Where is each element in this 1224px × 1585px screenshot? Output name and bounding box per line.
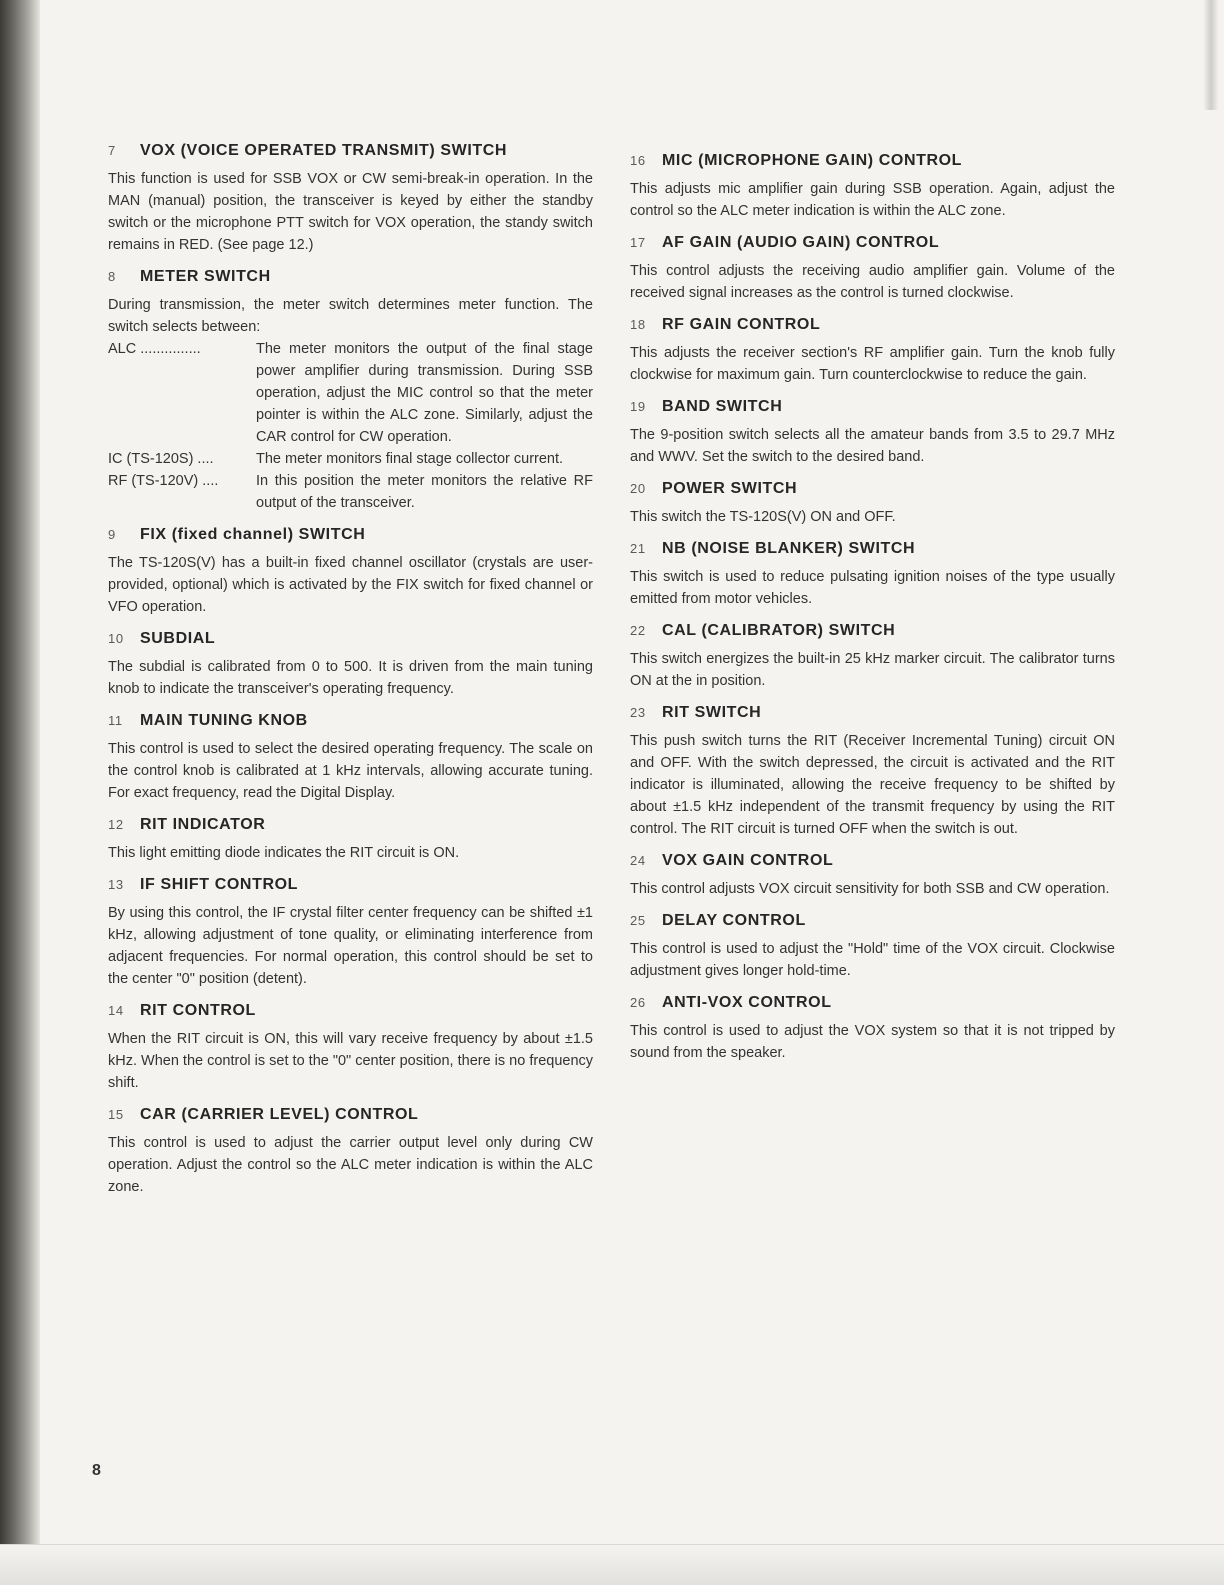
section-title: RIT CONTROL	[140, 1002, 256, 1019]
section-body: This control is used to adjust the "Hold" time of the VOX circuit. Clockwise adjustment gives longer hold-time.	[630, 941, 1115, 979]
section-title: POWER SWITCH	[662, 480, 798, 497]
meter-option-ic	[108, 448, 593, 470]
section-title: FIX (fixed channel) SWITCH	[140, 526, 366, 543]
section-number: 18	[630, 317, 646, 332]
section-subdial	[108, 628, 593, 700]
section-body: This control adjusts VOX circuit sensitivity for both SSB and CW operation.	[630, 881, 1110, 897]
section-title: VOX GAIN CONTROL	[662, 852, 834, 869]
book-binding-shadow	[0, 0, 40, 1585]
section-title: AF GAIN (AUDIO GAIN) CONTROL	[662, 234, 940, 251]
section-number: 11	[108, 713, 123, 728]
meter-option-label: RF (TS-120V) ....	[108, 473, 219, 489]
section-number: 22	[630, 623, 646, 638]
meter-option-desc: In this position the meter monitors the relative RF output of the transceiver.	[256, 473, 593, 511]
section-title: MAIN TUNING KNOB	[140, 712, 308, 729]
section-heading	[108, 524, 593, 546]
section-power-switch	[630, 478, 1115, 528]
left-column	[108, 140, 593, 1208]
section-body: This adjusts the receiver section's RF amplifier gain. Turn the knob fully clockwise for maximum gain. Turn counterclockwise to reduce the gain.	[630, 345, 1115, 383]
section-anti-vox	[630, 992, 1115, 1064]
meter-option-rf	[108, 470, 593, 514]
section-title: BAND SWITCH	[662, 398, 783, 415]
section-body: The TS-120S(V) has a built-in fixed channel oscillator (crystals are user-provided, optional) which is activated by the FIX switch for fixed channel or VFO operation.	[108, 555, 593, 615]
meter-option-desc: The meter monitors final stage collector current.	[256, 451, 564, 467]
meter-option-label: IC (TS-120S) ....	[108, 451, 214, 467]
section-heading	[630, 396, 1115, 418]
section-body: During transmission, the meter switch determines meter function. The switch selects between:	[108, 297, 593, 335]
section-body: This push switch turns the RIT (Receiver Incremental Tuning) circuit ON and OFF. With the switch depressed, the circuit is activated and the RIT indicator is illuminated, allowing the receive frequency to be shifted by about ±1.5 kHz independent of the transmit frequency by using the RIT control. The RIT circuit is turned OFF when the switch is out.	[630, 733, 1115, 837]
section-number: 7	[108, 143, 116, 158]
section-body: This adjusts mic amplifier gain during SSB operation. Again, adjust the control so the ALC meter indication is within the ALC zone.	[630, 181, 1115, 219]
section-heading	[108, 1000, 593, 1022]
section-heading	[630, 620, 1115, 642]
section-heading	[108, 710, 593, 732]
section-number: 8	[108, 269, 116, 284]
section-heading	[630, 910, 1115, 932]
right-column	[630, 150, 1115, 1074]
section-meter-switch	[108, 266, 593, 514]
section-number: 13	[108, 877, 124, 892]
section-rit-indicator	[108, 814, 593, 864]
section-af-gain	[630, 232, 1115, 304]
section-body: This control is used to adjust the carrier output level only during CW operation. Adjust the control so the ALC meter indication is within the ALC zone.	[108, 1135, 593, 1195]
section-delay-control	[630, 910, 1115, 982]
section-fix-switch	[108, 524, 593, 618]
section-number: 14	[108, 1003, 124, 1018]
section-body: This control adjusts the receiving audio amplifier gain. Volume of the received signal increases as the control is turned clockwise.	[630, 263, 1115, 301]
section-rit-control	[108, 1000, 593, 1094]
section-number: 10	[108, 631, 124, 646]
section-body: When the RIT circuit is ON, this will vary receive frequency by about ±1.5 kHz. When the control is set to the "0" center position, there is no frequency shift.	[108, 1031, 594, 1091]
section-heading	[108, 1104, 593, 1126]
meter-option-desc: The meter monitors the output of the final stage power amplifier during transmission. During SSB operation, adjust the MIC control so that the meter pointer is within the ALC zone. Similarly, adjust the CAR control for CW operation.	[256, 341, 593, 445]
section-heading	[108, 266, 593, 288]
section-body: This function is used for SSB VOX or CW semi-break-in operation. In the MAN (manual) position, the transceiver is keyed by either the standby switch or the microphone PTT switch for VOX operation, the standy switch remains in RED. (See page 12.)	[108, 171, 593, 253]
section-title: VOX (VOICE OPERATED TRANSMIT) SWITCH	[140, 142, 508, 159]
section-title: CAL (CALIBRATOR) SWITCH	[662, 622, 896, 639]
section-title: RIT INDICATOR	[140, 816, 266, 833]
meter-option-label: ALC ...............	[108, 341, 201, 357]
section-body: This control is used to select the desired operating frequency. The scale on the control knob is calibrated at 1 kHz intervals, allowing accurate tuning. For exact frequency, read the Digital Display.	[108, 741, 593, 801]
section-body: The 9-position switch selects all the amateur bands from 3.5 to 29.7 MHz and WWV. Set the switch to the desired band.	[630, 427, 1115, 465]
section-rf-gain	[630, 314, 1115, 386]
section-title: RF GAIN CONTROL	[662, 316, 821, 333]
section-heading	[630, 232, 1115, 254]
section-number: 19	[630, 399, 646, 414]
page-edge-mark	[1204, 0, 1218, 110]
section-mic-gain	[630, 150, 1115, 222]
section-vox-gain	[630, 850, 1115, 900]
section-number: 16	[630, 153, 646, 168]
section-title: MIC (MICROPHONE GAIN) CONTROL	[662, 152, 963, 169]
section-body: This light emitting diode indicates the RIT circuit is ON.	[108, 845, 460, 861]
section-body: This switch the TS-120S(V) ON and OFF.	[630, 509, 896, 525]
section-main-tuning-knob	[108, 710, 593, 804]
section-body: This switch energizes the built-in 25 kHz marker circuit. The calibrator turns ON at the in position.	[630, 651, 1115, 689]
section-heading	[630, 850, 1115, 872]
section-number: 15	[108, 1107, 124, 1122]
section-heading	[630, 314, 1115, 336]
section-heading	[630, 538, 1115, 560]
section-vox-switch	[108, 140, 593, 256]
section-heading	[108, 140, 593, 162]
section-number: 9	[108, 527, 116, 542]
section-title: METER SWITCH	[140, 268, 271, 285]
section-band-switch	[630, 396, 1115, 468]
section-title: RIT SWITCH	[662, 704, 762, 721]
section-number: 23	[630, 705, 646, 720]
section-number: 24	[630, 853, 646, 868]
section-heading	[108, 814, 593, 836]
section-heading	[630, 150, 1115, 172]
section-title: NB (NOISE BLANKER) SWITCH	[662, 540, 916, 557]
section-body: By using this control, the IF crystal filter center frequency can be shifted ±1 kHz, allowing adjustment of tone quality, or eliminating interference from adjacent frequencies. For normal operation, this control should be set to the center "0" position (detent).	[108, 905, 593, 987]
section-title: IF SHIFT CONTROL	[140, 876, 299, 893]
section-title: DELAY CONTROL	[662, 912, 806, 929]
section-number: 12	[108, 817, 124, 832]
section-rit-switch	[630, 702, 1115, 840]
section-heading	[108, 628, 593, 650]
section-number: 20	[630, 481, 646, 496]
section-heading	[630, 478, 1115, 500]
section-title: SUBDIAL	[140, 630, 216, 647]
section-title: ANTI-VOX CONTROL	[662, 994, 832, 1011]
section-cal-switch	[630, 620, 1115, 692]
meter-option-alc	[108, 338, 593, 448]
section-body: The subdial is calibrated from 0 to 500. It is driven from the main tuning knob to indicate the transceiver's operating frequency.	[108, 659, 593, 697]
page-number: 8	[92, 1462, 101, 1479]
section-number: 25	[630, 913, 646, 928]
scan-bottom-edge	[0, 1544, 1224, 1585]
section-number: 21	[630, 541, 646, 556]
section-heading	[630, 702, 1115, 724]
section-car-control	[108, 1104, 593, 1198]
section-title: CAR (CARRIER LEVEL) CONTROL	[140, 1106, 419, 1123]
section-heading	[108, 874, 593, 896]
section-nb-switch	[630, 538, 1115, 610]
section-number: 17	[630, 235, 646, 250]
section-heading	[630, 992, 1115, 1014]
section-number: 26	[630, 995, 646, 1010]
section-body: This control is used to adjust the VOX system so that it is not tripped by sound from the speaker.	[630, 1023, 1115, 1061]
section-if-shift	[108, 874, 593, 990]
section-body: This switch is used to reduce pulsating ignition noises of the type usually emitted from motor vehicles.	[630, 569, 1115, 607]
